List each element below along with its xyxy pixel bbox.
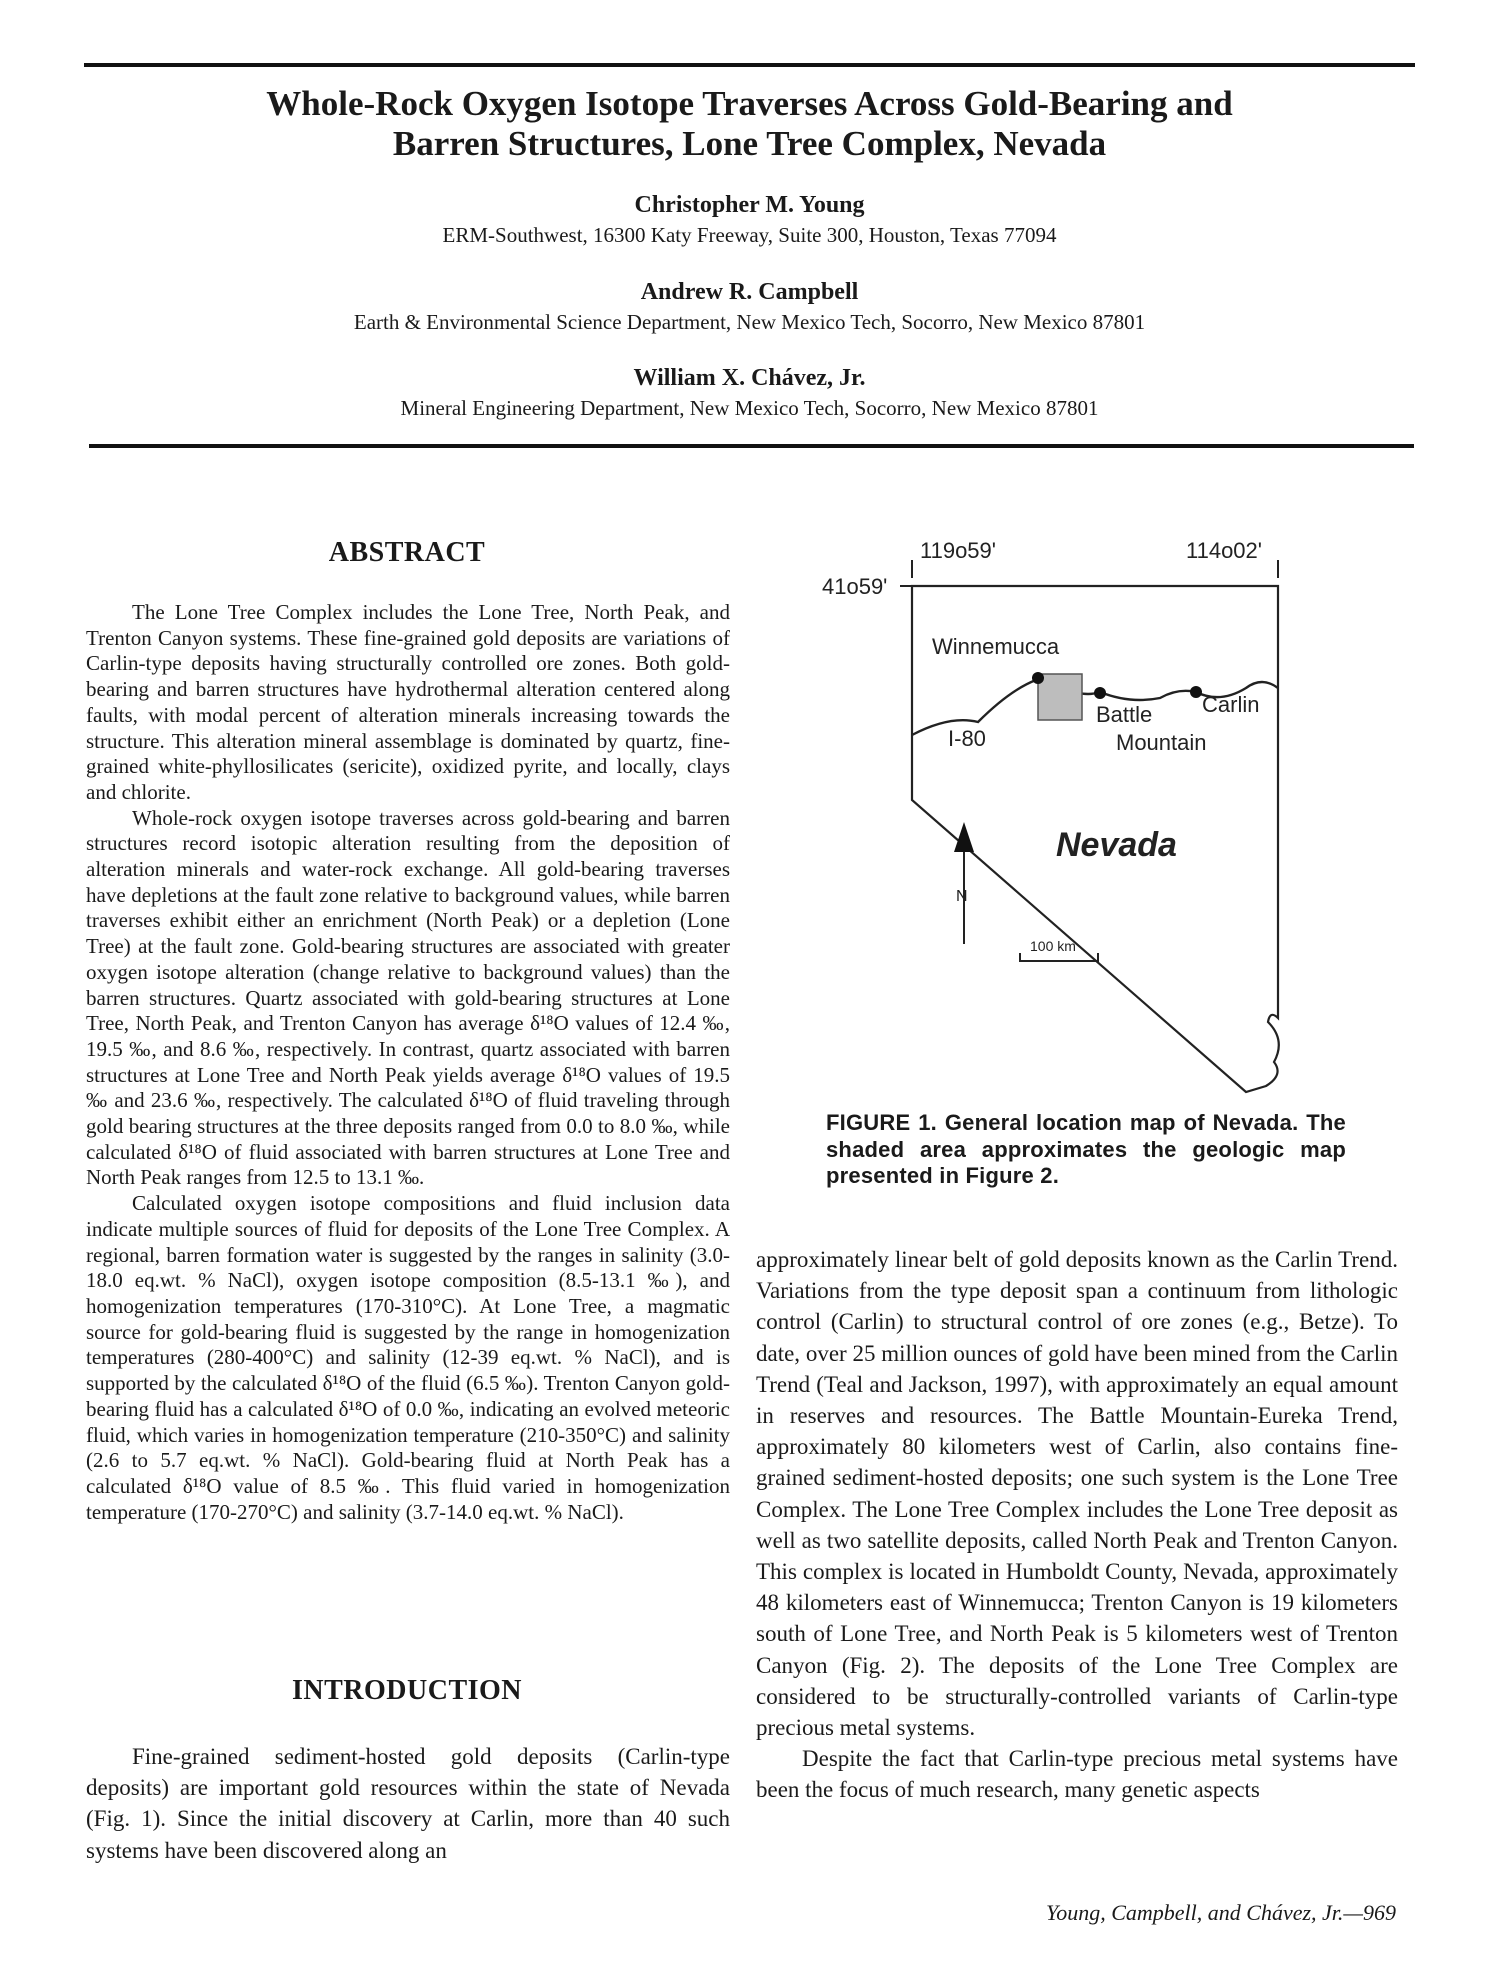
abstract-paragraph: Calculated oxygen isotope compositions and fluid inclusion data indicate multiple sources of fluid for deposits of the Lone Tree Complex. A regional, barren formation water is suggested by the ranges in salinity (3.0-18.0 eq.wt. % NaCl), oxygen isotope composition (8.5-13.1 ‰), and homogenization temperatures (170-310°C). At Lone Tree, a magmatic source for gold-bearing fluid is suggested by the range in homogenization temperatures (280-400°C) and salinity (12-39 eq.wt. % NaCl), and is supported by the calculated δ¹⁸O of the fluid (6.5 ‰). Trenton Canyon gold-bearing fluid has a calculated δ¹⁸O of 0.0 ‰, indicating an evolved meteoric fluid, which varies in homogenization temperature (210-350°C) and salinity (2.6 to 5.7 eq.wt. % NaCl). Gold-bearing fluid at North Peak has a calculated δ¹⁸O value of 8.5 ‰. This fluid varied in homogenization temperature (170-270°C) and salinity (3.7-14.0 eq.wt. % NaCl). [86, 1191, 730, 1524]
scale-bar [1020, 953, 1098, 961]
top-rule [84, 63, 1415, 67]
author-affiliation: ERM-Southwest, 16300 Katy Freeway, Suite 300, Houston, Texas 77094 [442, 223, 1057, 247]
i80-label: I-80 [948, 726, 986, 751]
author-affiliation: Mineral Engineering Department, New Mexico Tech, Socorro, New Mexico 87801 [400, 396, 1099, 420]
author-affiliation: Earth & Environmental Science Department, New Mexico Tech, Socorro, New Mexico 87801 [353, 310, 1146, 334]
introduction-left-column [86, 1741, 730, 1866]
introduction-paragraph: Fine-grained sediment-hosted gold deposits (Carlin-type deposits) are important gold resources within the state of Nevada (Fig. 1). Since the initial discovery at Carlin, more than 40 such systems have been discovered along an [86, 1744, 730, 1863]
scale-bar-label: 100 km [1030, 938, 1076, 954]
mountain-label: Mountain [1116, 730, 1207, 755]
page-footer: Young, Campbell, and Chávez, Jr.—969 [1046, 1900, 1396, 1925]
abstract-heading: ABSTRACT [328, 537, 486, 568]
introduction-paragraph: Despite the fact that Carlin-type precious metal systems have been the focus of much research, many genetic aspects [756, 1746, 1398, 1803]
abstract-body [86, 600, 730, 1525]
north-arrow-icon [954, 822, 974, 852]
abstract-paragraph: Whole-rock oxygen isotope traverses across gold-bearing and barren structures record isotopic alteration resulting from the deposition of alteration minerals and water-rock exchange. All gold-bearing traverses have depletions at the fault zone relative to background values, while barren traverses exhibit either an enrichment (North Peak) or a depletion (Lone Tree) at the fault zone. Gold-bearing structures are associated with greater oxygen isotope alteration (change relative to background values) than the barren structures. Quartz associated with gold-bearing structures at Lone Tree, North Peak, and Trenton Canyon has average δ¹⁸O values of 12.4 ‰, 19.5 ‰, and 8.6 ‰, respectively. In contrast, quartz associated with barren structures at Lone Tree and North Peak yields average δ¹⁸O values of 19.5 ‰ and 23.6 ‰, respectively. The calculated δ¹⁸O of fluid traveling through gold bearing structures at the three deposits ranged from 0.0 to 8.0 ‰, while calculated δ¹⁸O of fluid associated with barren structures at Lone Tree and North Peak ranges from 12.5 to 13.1 ‰. [86, 805, 730, 1190]
title-line-2: Barren Structures, Lone Tree Complex, Nevada [392, 124, 1107, 163]
winnemucca-marker [1032, 672, 1044, 684]
carlin-marker [1190, 686, 1202, 698]
author-name: Christopher M. Young [634, 192, 865, 218]
introduction-paragraph: approximately linear belt of gold deposits known as the Carlin Trend. Variations from the type deposit span a continuum from lithologic control (Carlin) to structural control of ore zones (e.g., Betze). To date, over 25 million ounces of gold have been mined from the Carlin Trend (Teal and Jackson, 1997), with approximately an equal amount in reserves and resources. The Battle Mountain-Eureka Trend, approximately 80 kilometers west of Carlin, also contains fine-grained sediment-hosted deposits; one such system is the Lone Tree Complex. The Lone Tree Complex includes the Lone Tree deposit as well as two satellite deposits, called North Peak and Trenton Canyon. This complex is located in Humboldt County, Nevada, approximately 48 kilometers east of Winnemucca; Trenton Canyon is 19 kilometers south of Lone Tree, and North Peak is 5 kilometers west of Trenton Canyon (Fig. 2). The deposits of the Lone Tree Complex are considered to be structurally-controlled variants of Carlin-type precious metal systems. [756, 1247, 1398, 1741]
author-name: William X. Chávez, Jr. [633, 365, 866, 391]
longitude-west-label: 119o59' [920, 540, 996, 563]
latitude-label: 41o59' [822, 574, 888, 599]
longitude-east-label: 114o02' [1186, 540, 1262, 563]
figure-1-caption: FIGURE 1. General location map of Nevada. The shaded area approximates the geologic map presented in Figure 2. [826, 1110, 1346, 1188]
north-label: N [956, 888, 968, 905]
introduction-right-column [756, 1244, 1398, 1806]
title-line-1: Whole-Rock Oxygen Isotope Traverses Across Gold-Bearing and [266, 84, 1233, 123]
author-name: Andrew R. Campbell [640, 279, 859, 305]
nevada-location-map [800, 540, 1300, 1100]
study-area-shading [1038, 674, 1082, 720]
paper-title [84, 84, 1415, 164]
nevada-state-label: Nevada [1056, 826, 1177, 864]
battle-label: Battle [1096, 702, 1153, 727]
battle-mountain-marker [1094, 687, 1106, 699]
introduction-heading: INTRODUCTION [291, 1675, 523, 1706]
abstract-paragraph: The Lone Tree Complex includes the Lone Tree, North Peak, and Trenton Canyon systems. These fine-grained gold deposits are variations of Carlin-type deposits having structurally controlled ore zones. Both gold-bearing and barren structures have hydrothermal alteration centered along faults, with modal percent of alteration minerals increasing towards the structure. This alteration mineral assemblage is dominated by quartz, fine-grained white-phyllosilicates (sericite), oxidized pyrite, and locally, clays and chlorite. [86, 600, 730, 804]
carlin-label: Carlin [1202, 692, 1260, 717]
header-bottom-rule [89, 444, 1414, 448]
winnemucca-label: Winnemucca [932, 634, 1060, 659]
